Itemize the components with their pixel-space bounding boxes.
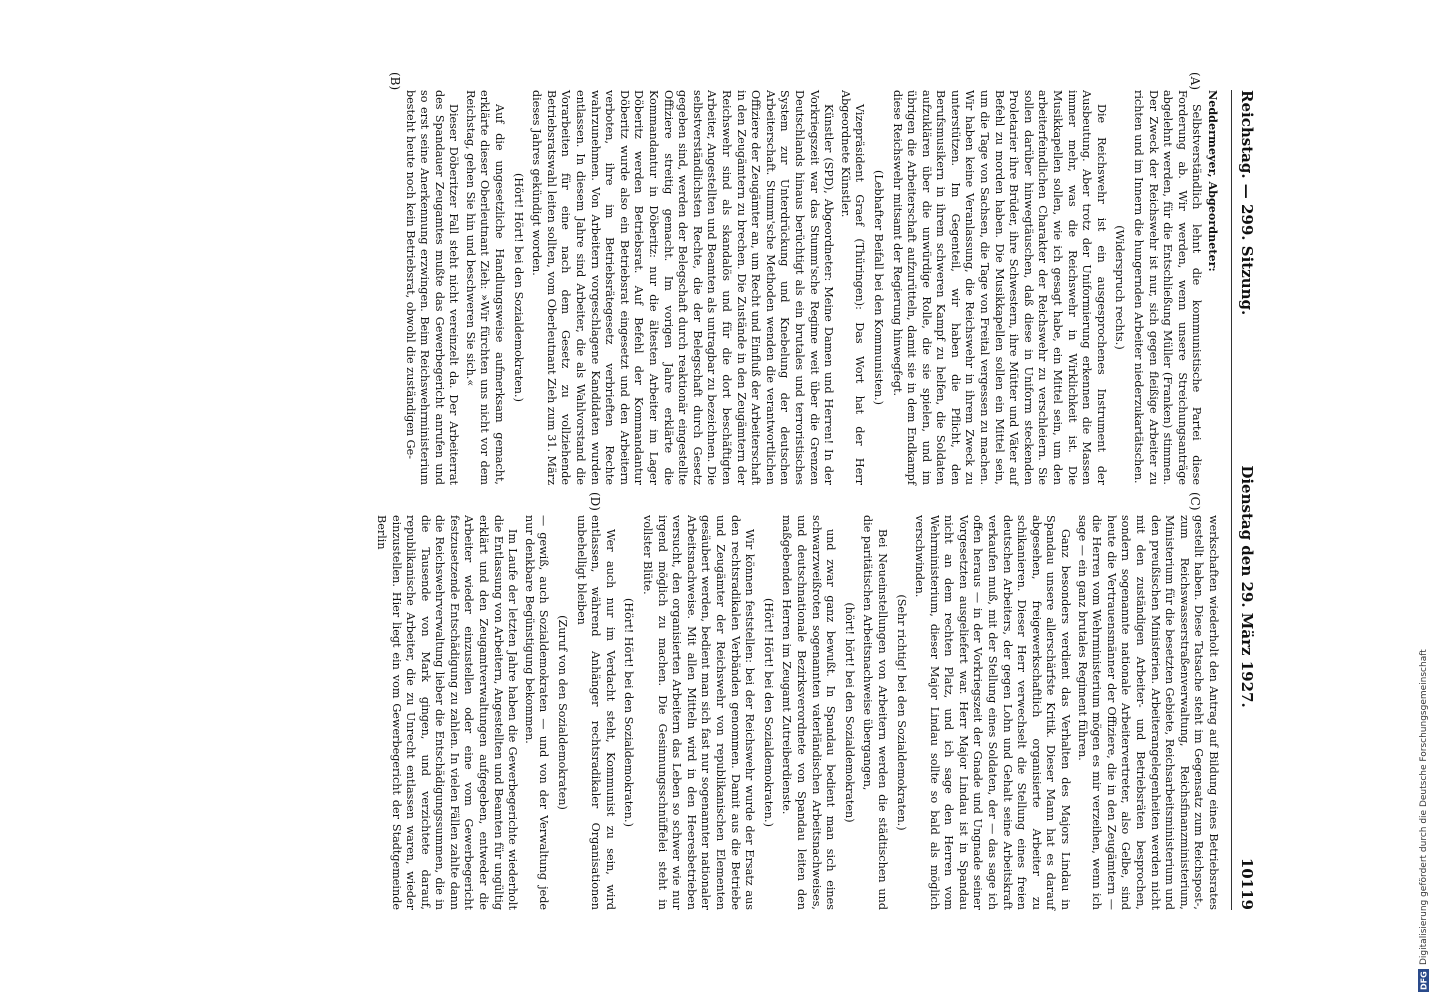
digitization-text: Digitalisierung gefördert durch die Deutsche Forschungsgemeinschaft xyxy=(1419,649,1429,966)
right-column-paragraph: (Zuruf von den Sozialdemokraten) xyxy=(556,615,570,810)
right-column-paragraph: Im Laufe der letzten Jahre haben die Gewerbegerichte wiederholt die Entlassung von Arbeitern, Angestellten und Beamten für ungültig erklärt und den Zeugamtverwaltungen aufgegeben, entweder die Arbeiter wieder einzustellen oder eine vom Gewerbegericht festzusetzende Entschädigung zu zahlen. In vielen Fällen zahlte dann die Reichswehrverwaltung lieber die Entschädigungssummen, die in die Tausende von Mark gingen, und verzichtete darauf, republikanische Arbeiter, die zu Unrecht entlassen waren, wieder einzustellen. Hier liegt ein vom Gewerbegericht der Stadtgemeinde Berlin xyxy=(374,515,520,910)
left-column-paragraph: (Lebhafter Beifall bei den Kommunisten.) xyxy=(871,170,885,405)
right-column-paragraph: Wir können feststellen: bei der Reichswehr wurde der Ersatz aus den rechtsradikalen Verbänden genommen. Damit aus die Betriebe und Zeugämter der Reichswehr von republikanischen Elementen gesäubert werden, bedient man sich fast nur sogenannter nationaler Arbeitsnachweise. Mit allen Mitteln wird in den Heeresbetrieben versucht, den organisierten Arbeitern das Leben so schwer wie nur irgend möglich zu machen. Die Gesinnungsschnüffelei steht in vollster Blüte. xyxy=(641,515,757,910)
right-column-paragraph: (Sehr richtig! bei den Sozialdemokraten.) xyxy=(894,594,908,831)
digitization-note xyxy=(1416,8,1432,992)
right-column-paragraph: — gewiß, auch Sozialdemokraten — und von der Verwaltung jede nur denkbare Begünstigung bekommen. xyxy=(522,515,551,910)
left-column-paragraph: Dieser Döberitzer Fall steht nicht vereinzelt da. Der Arbeiterrat des Spandauer Zeugamtes mußte das Gewerbegericht anrufen und so erst seine Anerkennung erzwingen. Beim Reichswehrministerium besteht heute noch kein Betriebsrat, obwohl die zuständigen Ge- xyxy=(403,90,461,485)
right-column-paragraph: Wer auch nur im Verdacht steht, Kommunist zu sein, wird entlassen, während Anhänger rechtsradikaler Organisationen unbehelligt bleiben xyxy=(574,515,617,910)
margin-marker-b: (B) xyxy=(388,72,402,91)
left-column-paragraph: Neddermeyer, Abgeordneter: xyxy=(1206,90,1220,272)
left-column-paragraph: (Widerspruch rechts.) xyxy=(1113,225,1127,350)
left-column-paragraph: Auf die ungesetzliche Handlungsweise aufmerksam gemacht, erklärte dieser Oberleutnant Zieh: »Wir fürchten uns nicht vor dem Reichstag, gehen Sie hin und beschweren Sie sich.« xyxy=(463,90,507,485)
left-column-paragraph: Künstler (SPD), Abgeordneter: Meine Damen und Herren! In der Vorkriegszeit war das Stumm'sche Regime weit über die Grenzen Deutschlands hinaus berüchtigt als ein brutales und terroristisches System zur Unterdrückung und Knebelung der deutschen Arbeiterschaft. Stumm'sche Methoden wenden die verantwortlichen Offiziere der Zeugämter an, um Recht und Einfluß der Arbeiterschaft in den Zeugämtern zu brechen. Die Zustände in den Zeugämtern der Reichswehr sind als skandalös und für die dort beschäftigten Arbeiter, Angestellten und Beamten als untragbar zu bezeichnen. Die selbstverständlichsten Rechte, die der Belegschaft durch Gesetz gegeben sind, werden der Belegschaft durch reaktionär eingestellte Offiziere streitig gemacht. Im vorigen Jahre erklärte die Kommandantur in Döberitz: nur die ältesten Arbeiter im Lager Döberitz werden Betriebsrat. Auf Befehl der Kommandantur Döberitz wurde also ein Betriebsrat eingesetzt und den Arbeitern verboten, ihre im Betriebsrätegesetz verbrieften Rechte wahrzunehmen. Von Arbeitern vorgeschlagene Kandidaten wurden entlassen. In diesem Jahre sind Arbeiter, die als Wahlvorstand die Vorarbeiten für eine nach dem Gesetz zu vollziehende Betriebsratswahl leiten sollten, vom Oberleutnant Zieh zum 31. März dieses Jahres gekündigt worden. xyxy=(530,90,836,485)
right-column-paragraph: (Hört! Hört! bei den Sozialdemokraten.) xyxy=(622,598,636,827)
dfg-logo: DFG xyxy=(1419,971,1429,990)
right-column-paragraph: Bei Neueinstellungen von Arbeitern werden die städtischen und die paritätischen Arbeitsnachweise übergangen, xyxy=(861,515,889,910)
document-page xyxy=(32,70,1262,930)
left-column-paragraph: Die Reichswehr ist ein ausgesprochenes Instrument der Ausbeutung. Aber trotz der Uniformierung erkennen die Massen immer mehr, was die Reichswehr in Wirklichkeit ist. Die Musikkapellen sollen, wie ich gesagt habe, ein Mittel sein, um den arbeiterfeindlichen Charakter der Reichswehr zu verschleiern. Sie sollen darüber hinwegtäuschen, daß diese in Uniform steckenden Proletarier ihre Brüder, ihre Schwestern, ihre Mütter und Väter auf Befehl zu morden haben. Die Musikkapellen sollen ein Mittel sein, um die Tage von Sachsen, die Tage von Freital vergessen zu machen. Wir haben keine Veranlassung, die Reichswehr in ihrem Zweck zu unterstützen. Im Gegenteil, wir haben die Pflicht, den Berufsmusikern in ihrem schweren Kampf zu helfen, die Soldaten aufzuklären über die unwürdige Rolle, die sie spielen, und im übrigen die Arbeiterschaft aufzurütteln, damit sie in dem Endkampf diese Reichswehr mitsamt der Regierung hinwegfegt. xyxy=(890,90,1108,485)
header-center: Dienstag den 29. März 1927. xyxy=(1238,465,1256,708)
left-column-paragraph: Selbstverständlich lehnt die kommunistische Partei diese Forderung ab. Wir werden, wenn unsere Streichungsanträge abgelehnt werden, für die Entschließung Müller (Franken) stimmen. Der Zweck der Reichswehr ist nur, sich gegen fleißige Arbeiter zu richten und im Innern die hungernden Arbeiter niederzukartätschen. xyxy=(1132,90,1204,485)
right-column-paragraph: werkschaften wiederholt den Antrag auf Bildung eines Betriebsrates gestellt haben. Diese Tatsache steht im Gegensatz zum Reichspost-, zum Reichswasserstraßenverwaltung, Reichsfinanzministerium, Ministerium für die besetzten Gebiete, Reichsarbeitsministerium und den preußischen Ministerien. Arbeiterangelegenheiten werden nicht mit den zuständigen Arbeiter- und Betriebsräten besprochen, sondern sogenannte nationale Arbeitervertreter, also Gelbe, sind heute die Vertrauensmänner der Offiziere, die in den Zeugämtern — die Herren vom Wehrministerium mögen es mir verzeihen, wenn ich sage — ein ganz brutales Regiment führen. xyxy=(1075,515,1220,910)
right-column-paragraph: und zwar ganz bewußt. In Spandau bedient man sich eines schwarzweißroten sogenannten vaterländischen Arbeitsnachweises, und deutschnationale Bezirksverordnete von Spandau leiten den maßgebenden Herren im Zeugamt Zutreiberdienste. xyxy=(780,515,838,910)
right-column-paragraph: (hört! hört! bei den Sozialdemokraten) xyxy=(842,602,856,823)
left-column-paragraph: Vizepräsident Graef (Thüringen): Das Wort hat der Herr Abgeordnete Künstler. xyxy=(838,90,867,485)
header-left: Reichstag. — 299. Sitzung. xyxy=(1238,90,1256,316)
left-column-paragraph: (Hört! Hört! bei den Sozialdemokraten.) xyxy=(511,173,525,402)
page-header xyxy=(1231,90,1256,910)
margin-marker-d: (D) xyxy=(588,492,602,511)
margin-marker-c: (C) xyxy=(1188,492,1202,511)
right-column-paragraph: (Hört! Hört! bei den Sozialdemokraten.) xyxy=(761,598,775,827)
left-column xyxy=(400,90,1220,485)
page-number: 10119 xyxy=(1238,857,1256,910)
margin-marker-a: (A) xyxy=(1188,72,1202,91)
right-column-paragraph: Ganz besonders verdient das Verhalten des Majors Lindau in Spandau unsere allerschärfste Kritik. Dieser Mann hat es darauf abgesehen, freigewerkschaftlich organisierte Arbeiter zu schikanieren. Dieser Herr verwechselt die Stellung eines freien deutschen Arbeiters, der gegen Lohn und Gehalt seine Arbeitskraft verkaufen muß, mit der Stellung eines Soldaten, der — das sage ich offen heraus — in der Vorkriegszeit der Gnade und Ungnade seiner Vorgesetzten ausgeliefert war. Herr Major Lindau ist in Spandau nicht an dem rechten Platz, und ich sage den Herren vom Wehrministerium, dieser Major Lindau sollte so bald als möglich verschwinden. xyxy=(913,515,1073,910)
right-column xyxy=(371,515,1220,910)
